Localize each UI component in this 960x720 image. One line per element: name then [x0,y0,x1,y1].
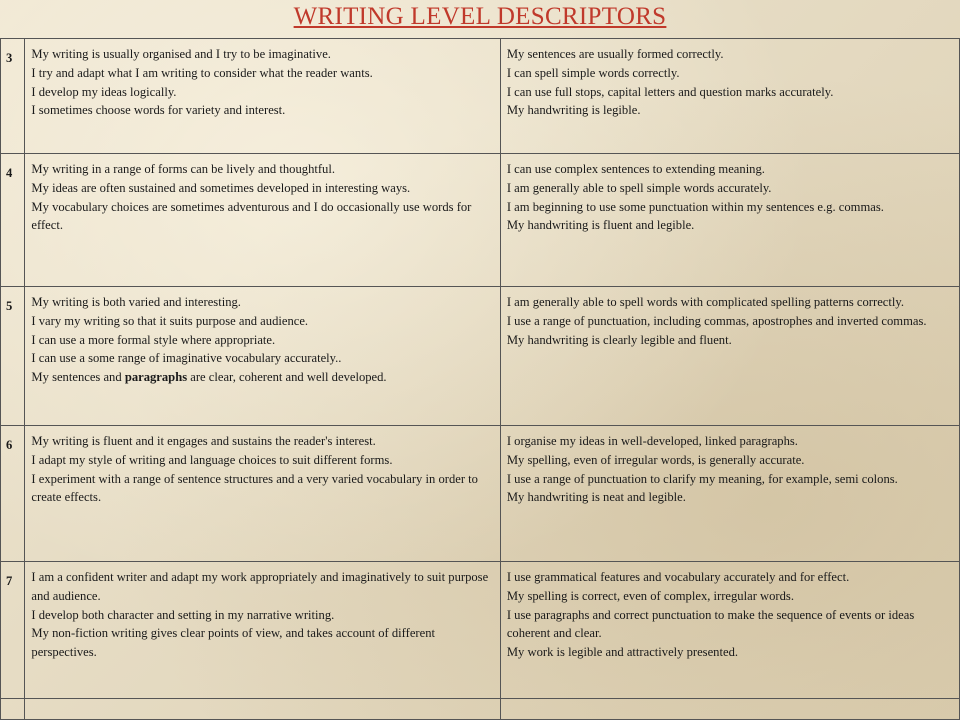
descriptor-line: I can use complex sentences to extending meaning. [506,162,765,176]
emphasized-word: paragraphs [124,370,188,385]
descriptor-line: I vary my writing so that it suits purpose and audience. [31,313,309,328]
level-number: 7 [1,562,25,699]
descriptor-line: My sentences are usually formed correctly. [506,47,724,61]
descriptor-line: I can use full stops, capital letters and question marks accurately. [506,84,834,99]
level-row-3 [1,39,960,154]
descriptor-line: I experiment with a range of sentence structures and a very varied vocabulary in order to create effects. [31,471,478,505]
descriptor-line: I develop both character and setting in my narrative writing. [31,607,335,622]
descriptor-cell-technical [500,154,959,287]
descriptor-cell-technical [500,426,959,562]
descriptor-table [0,38,960,720]
descriptor-line: I can use a some range of imaginative vocabulary accurately.. [31,351,342,366]
descriptor-cell-composition [25,562,500,699]
descriptor-line: My spelling, even of irregular words, is generally accurate. [506,452,805,467]
level-row-partial [1,699,960,720]
level-number-empty [1,699,25,720]
descriptor-line: I use a range of punctuation to clarify my meaning, for example, semi colons. [506,471,898,486]
descriptor-line: I use grammatical features and vocabulary accurately and for effect. [506,570,850,584]
descriptor-cell-empty [500,699,959,720]
descriptor-line: I can use a more formal style where appropriate. [31,332,276,347]
descriptor-line: My work is legible and attractively presented. [506,645,739,660]
descriptor-cell-composition [25,154,500,287]
descriptor-line: My ideas are often sustained and sometimes developed in interesting ways. [31,180,411,195]
descriptor-cell-composition [25,287,500,426]
descriptor-line: I try and adapt what I am writing to consider what the reader wants. [31,65,373,80]
descriptor-line: My handwriting is neat and legible. [506,490,686,505]
descriptor-cell-technical [500,39,959,154]
descriptor-line: My writing is usually organised and I try to be imaginative. [31,47,331,61]
descriptor-text: are clear, coherent and well developed. [187,370,387,385]
level-number: 3 [1,39,25,154]
level-row-7 [1,562,960,699]
page-title: WRITING LEVEL DESCRIPTORS [293,3,667,30]
descriptor-line: I am beginning to use some punctuation within my sentences e.g. commas. [506,199,884,214]
descriptor-line: My handwriting is legible. [506,103,641,118]
descriptor-line [31,368,493,387]
descriptor-line: My handwriting is fluent and legible. [506,218,695,233]
descriptor-line: My writing is both varied and interesting. [31,295,241,309]
descriptor-line: My vocabulary choices are sometimes adventurous and I do occasionally use words for effect. [31,199,472,233]
descriptor-line: My spelling is correct, even of complex, irregular words. [506,588,794,603]
descriptor-line: My writing is fluent and it engages and sustains the reader's interest. [31,434,376,448]
descriptor-line: My writing in a range of forms can be lively and thoughtful. [31,162,336,176]
descriptor-line: I can spell simple words correctly. [506,65,680,80]
descriptor-line: I am a confident writer and adapt my work appropriately and imaginatively to suit purpose and audience. [31,570,489,603]
descriptor-cell-technical [500,562,959,699]
level-number: 6 [1,426,25,562]
descriptor-line: I use a range of punctuation, including commas, apostrophes and inverted commas. [506,313,927,328]
descriptor-line: I sometimes choose words for variety and interest. [31,103,286,118]
descriptor-line: I adapt my style of writing and language choices to suit different forms. [31,452,393,467]
descriptor-line: My handwriting is clearly legible and fluent. [506,332,732,347]
descriptor-line: I am generally able to spell words with complicated spelling patterns correctly. [506,295,905,309]
descriptor-cell-technical [500,287,959,426]
level-number: 5 [1,287,25,426]
descriptor-text: My sentences and [31,370,125,385]
descriptor-line: I develop my ideas logically. [31,84,177,99]
descriptor-line: I organise my ideas in well-developed, linked paragraphs. [506,434,798,448]
level-row-5 [1,287,960,426]
descriptor-line: I use paragraphs and correct punctuation to make the sequence of events or ideas coherent and clear. [506,607,915,641]
level-row-4 [1,154,960,287]
level-row-6 [1,426,960,562]
descriptor-line: My non-fiction writing gives clear points of view, and takes account of different perspectives. [31,626,436,660]
level-number: 4 [1,154,25,287]
descriptor-cell-composition [25,426,500,562]
descriptor-cell-empty [25,699,500,720]
descriptor-cell-composition [25,39,500,154]
descriptor-line: I am generally able to spell simple words accurately. [506,180,772,195]
